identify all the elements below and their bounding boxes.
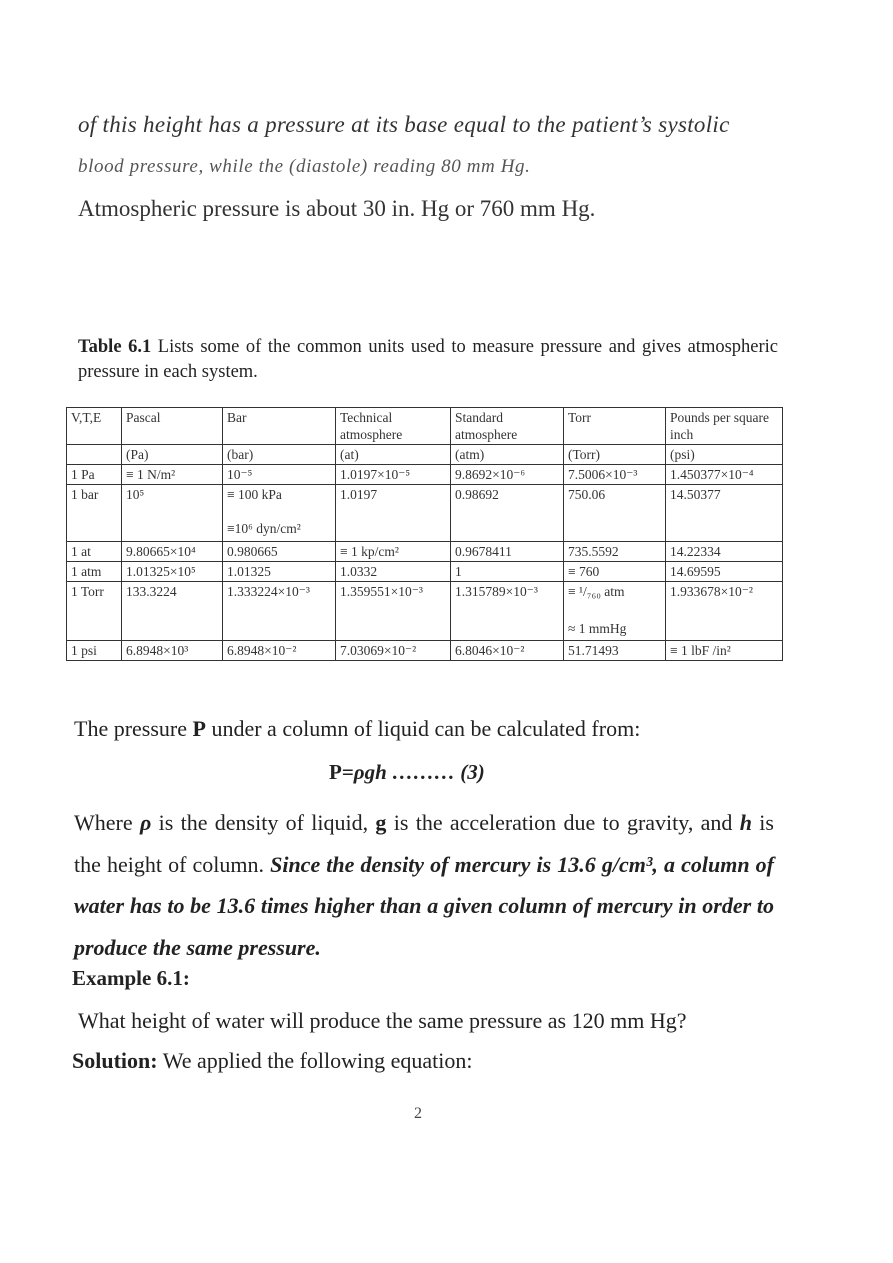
text-span: is the height of column. (74, 810, 774, 877)
pressure-units-table (66, 407, 783, 661)
table-caption-label: Table 6.1 (78, 337, 152, 357)
table-cell: 1.450377×10⁻⁴ (666, 465, 783, 485)
table-cell: 14.22334 (666, 542, 783, 562)
solution-text: We applied the following equation: (157, 1048, 473, 1073)
table-cell: ≡ 1 N/m² (122, 465, 223, 485)
table-cell: 10⁻⁵ (223, 465, 336, 485)
table-cell (223, 485, 336, 542)
table-row (67, 582, 783, 641)
header-cell: (Pa) (122, 445, 223, 465)
table-cell: 1 at (67, 542, 122, 562)
table-cell: 0.98692 (451, 485, 564, 542)
equation-rhs: ρgh ……… (3) (353, 760, 485, 784)
paragraph-pressure-intro (74, 716, 640, 742)
table-cell: 14.50377 (666, 485, 783, 542)
table-cell: 10⁵ (122, 485, 223, 542)
header-cell (67, 445, 122, 465)
table-cell: 1.0332 (336, 562, 451, 582)
table-cell (564, 582, 666, 641)
header-cell: (at) (336, 445, 451, 465)
table-cell: 735.5592 (564, 542, 666, 562)
symbol-h: h (739, 810, 752, 835)
text-span-bold: P (192, 716, 206, 741)
table-cell: 1.933678×10⁻² (666, 582, 783, 641)
table-cell: 6.8948×10⁻² (223, 641, 336, 661)
table-cell: 6.8948×10³ (122, 641, 223, 661)
table-cell: 133.3224 (122, 582, 223, 641)
header-cell: V,T,E (67, 408, 122, 445)
text-span: under a column of liquid can be calculated from: (205, 716, 641, 741)
table-header-row (67, 408, 783, 445)
page-number: 2 (414, 1105, 422, 1122)
table-row (67, 641, 783, 661)
table-cell: 1 Pa (67, 465, 122, 485)
table-cell: 1.0197 (336, 485, 451, 542)
text-line-atmospheric: Atmospheric pressure is about 30 in. Hg or 760 mm Hg. (78, 196, 596, 221)
text-span: The pressure (74, 716, 193, 741)
header-cell: (atm) (451, 445, 564, 465)
table-cell: 1 psi (67, 641, 122, 661)
table-cell-line: ≡ ¹/₇₆₀ atm (568, 584, 625, 599)
solution-label: Solution: (72, 1048, 158, 1073)
table-row (67, 485, 783, 542)
header-cell: (psi) (666, 445, 783, 465)
header-cell: Torr (564, 408, 666, 445)
table-cell-line: ≡10⁶ dyn/cm² (227, 521, 301, 536)
header-cell: Pascal (122, 408, 223, 445)
example-question: What height of water will produce the same pressure as 120 mm Hg? (78, 1008, 687, 1033)
table-caption (78, 335, 778, 385)
table-cell: 1 (451, 562, 564, 582)
symbol-g: g (375, 810, 387, 835)
table-cell: 6.8046×10⁻² (451, 641, 564, 661)
table-header-row (67, 445, 783, 465)
equation-lhs: P= (329, 760, 354, 784)
table-cell: 14.69595 (666, 562, 783, 582)
table-cell: 1 bar (67, 485, 122, 542)
table-cell: 7.03069×10⁻² (336, 641, 451, 661)
table-row (67, 542, 783, 562)
text-span-emphasis: Since the density of mercury is 13.6 g/cm³, a column of water has to be 13.6 times higher than a given column of mercury in order to produce the same pressure. (74, 851, 774, 960)
table-row (67, 465, 783, 485)
table-cell: 1.01325×10⁵ (122, 562, 223, 582)
table-cell: 1.01325 (223, 562, 336, 582)
table-cell: ≡ 1 lbF /in² (666, 641, 783, 661)
header-cell: Standard atmosphere (451, 408, 564, 445)
table-cell: 7.5006×10⁻³ (564, 465, 666, 485)
table-cell: ≡ 760 (564, 562, 666, 582)
table-cell: 1.359551×10⁻³ (336, 582, 451, 641)
table-cell: 0.980665 (223, 542, 336, 562)
table-cell: 1.0197×10⁻⁵ (336, 465, 451, 485)
example-title: Example 6.1: (72, 966, 190, 990)
table-cell: 51.71493 (564, 641, 666, 661)
text-span: is the density of liquid, (151, 810, 376, 835)
symbol-rho: ρ (139, 810, 152, 835)
text-span: Where (74, 810, 140, 835)
table-cell: 9.80665×10⁴ (122, 542, 223, 562)
table-cell: ≡ 1 kp/cm² (336, 542, 451, 562)
table-row (67, 562, 783, 582)
text-span: is the acceleration due to gravity, and (386, 810, 740, 835)
header-cell: Pounds per square inch (666, 408, 783, 445)
text-line-diastole: blood pressure, while the (diastole) reading 80 mm Hg. (78, 156, 531, 177)
header-cell: (Torr) (564, 445, 666, 465)
table-cell: 1.333224×10⁻³ (223, 582, 336, 641)
text-line-systolic: of this height has a pressure at its base equal to the patient’s systolic (78, 112, 730, 137)
header-cell: (bar) (223, 445, 336, 465)
paragraph-density (74, 802, 774, 968)
header-cell: Technical atmosphere (336, 408, 451, 445)
table-caption-text: Lists some of the common units used to measure pressure and gives atmospheric pressure in each system. (78, 337, 779, 382)
table-cell: 1 atm (67, 562, 122, 582)
solution-line (72, 1048, 473, 1074)
table-cell-line: ≈ 1 mmHg (568, 621, 627, 636)
table-cell: 1 Torr (67, 582, 122, 641)
table-cell-line: ≡ 100 kPa (227, 487, 282, 502)
table-cell: 9.8692×10⁻⁶ (451, 465, 564, 485)
header-cell: Bar (223, 408, 336, 445)
table-cell: 750.06 (564, 485, 666, 542)
table-cell: 1.315789×10⁻³ (451, 582, 564, 641)
equation-3 (329, 760, 485, 785)
table-cell: 0.9678411 (451, 542, 564, 562)
